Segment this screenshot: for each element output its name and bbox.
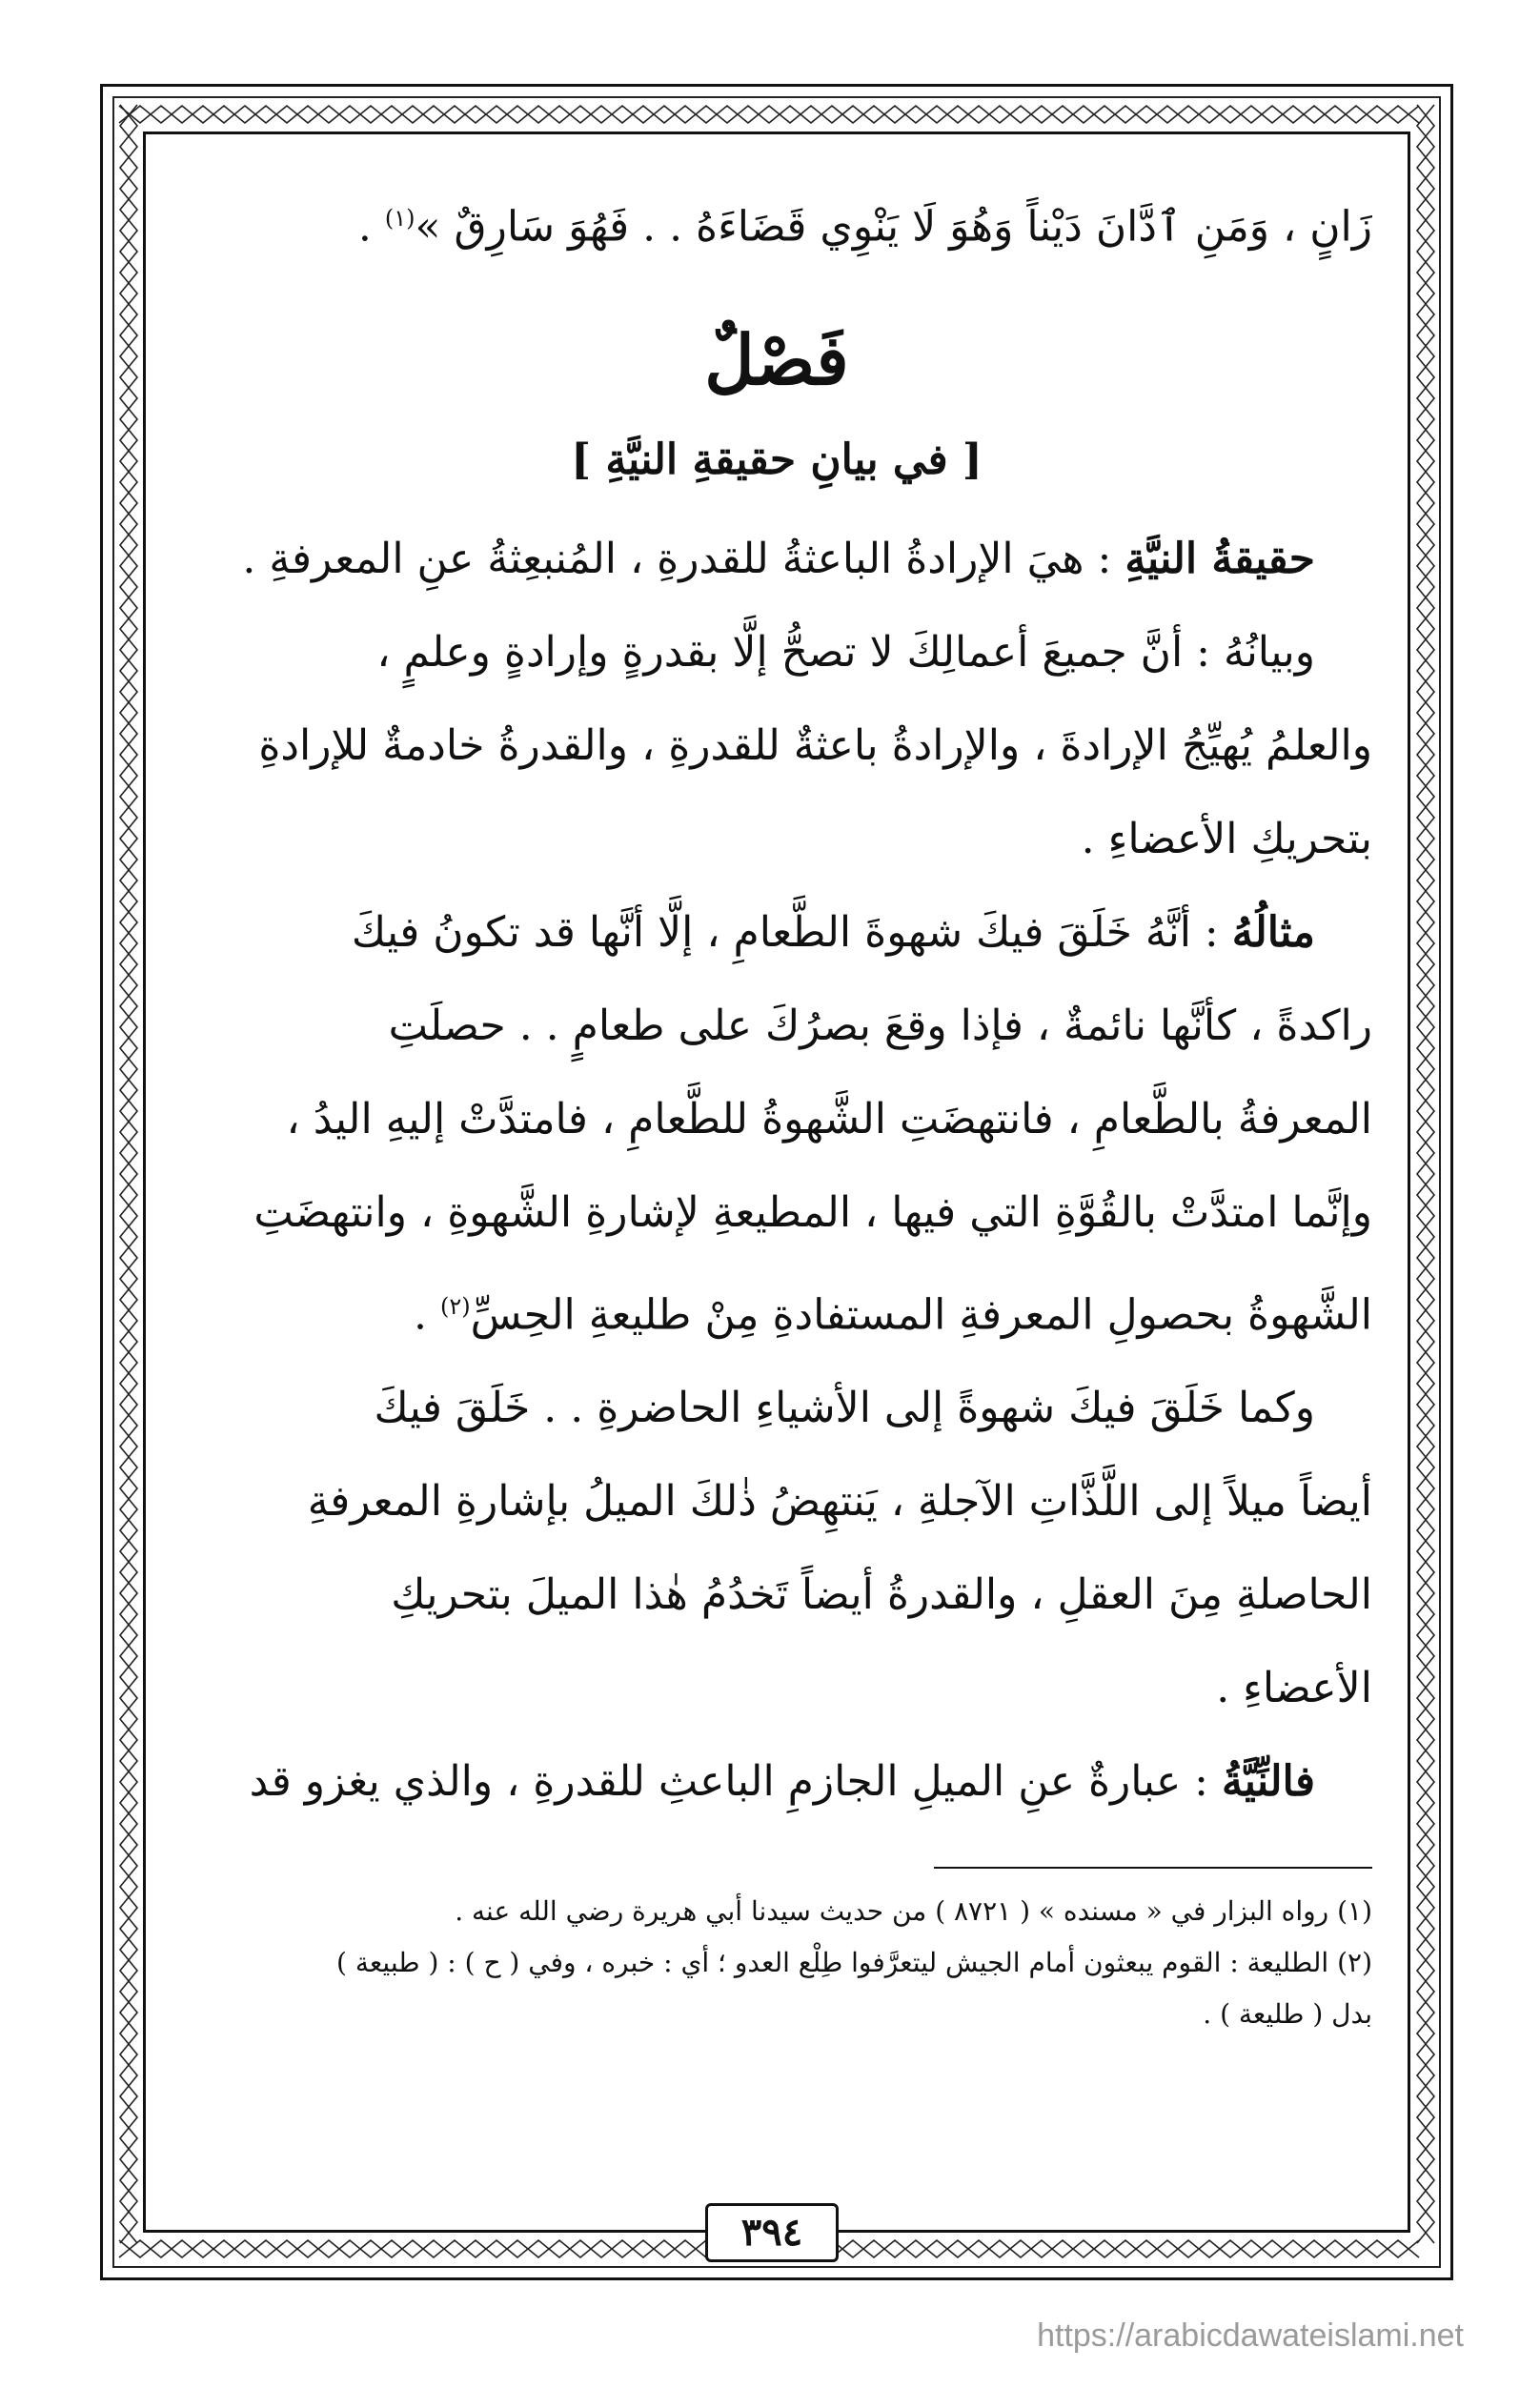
paragraph-4-line-3: الحاصلةِ مِنَ العقلِ ، والقدرةُ أيضاً تَخدُمُ هٰذا الميلَ بتحريكِ [391,1570,1372,1620]
paragraph-2-line-1: وبيانُهُ : أنَّ جميعَ أعمالِكَ لا تصحُّ إلَّا بقدرةٍ وإرادةٍ وعلمٍ ، [376,627,1315,677]
text-line-1: زَانٍ ، وَمَنِ ٱدَّانَ دَيْناً وَهُوَ لَا يَنْوِي قَضَاءَهُ . . فَهُوَ سَارِقٌ »$^{(١)}$ . [357,202,1372,252]
paragraph-3-line-2: راكدةً ، كأنَّها نائمةٌ ، فإذا وقعَ بصرُكَ على طعامٍ . . حصلَتِ [388,1001,1372,1050]
paragraph-3-line-4: وإنَّما امتدَّتْ بالقُوَّةِ التي فيها ، المطيعةِ لإشارةِ الشَّهوةِ ، وانتهضَتِ [253,1187,1372,1237]
paragraph-3-line-1: مثالُهُ : أنَّهُ خَلَقَ فيكَ شهوةَ الطَّعامِ ، إلَّا أنَّها قد تكونُ فيكَ [351,907,1315,957]
paragraph-1-line-1: حقيقةُ النيَّةِ : هيَ الإرادةُ الباعثةُ للقدرةِ ، المُنبعِثةُ عنِ المعرفةِ . [242,534,1315,583]
paragraph-3-line-5: الشَّهوةُ بحصولِ المعرفةِ المستفادةِ مِنْ طليعةِ الحِسِّ$^{(٢)}$ . [414,1290,1372,1340]
page-content [181,172,1372,2220]
paragraph-4-line-4: الأعضاءِ . [1216,1664,1372,1713]
paragraph-5-line-1: فالنِّيَّةُ : عبارةٌ عنِ الميلِ الجازمِ الباعثِ للقدرةِ ، والذي يغزو قد [249,1757,1315,1807]
watermark-url: https://arabicdawateislami.net [1037,2317,1464,2354]
paragraph-3-line-3: المعرفةُ بالطَّعامِ ، فانتهضَتِ الشَّهوةُ للطَّعامِ ، فامتدَّتْ إليهِ اليدُ ، [286,1094,1372,1143]
footnote-ref-2[interactable]: (٢) [440,1292,471,1320]
section-title: [ في بيانِ حقيقةِ النيَّةِ ] [571,435,983,484]
paragraph-4-line-2: أيضاً ميلاً إلى اللَّذَّاتِ الآجلةِ ، يَنتهِضُ ذٰلكَ الميلُ بإشارةِ المعرفةِ [307,1477,1372,1527]
page-number: ٣٩٤ [705,2203,839,2262]
footnote-2-line-1: (٢) الطليعة : القوم يبعثون أمام الجيش ليتعرَّفوا طِلْع العدو ؛ أي : خبره ، وفي ( ح ) : ( طبيعة ) [336,1947,1372,1979]
footnote-divider [934,1867,1372,1869]
paragraph-2-line-2: والعلمُ يُهيِّجُ الإرادةَ ، والإرادةُ باعثةٌ للقدرةِ ، والقدرةُ خادمةٌ للإرادةِ [258,720,1372,770]
footnote-ref-1[interactable]: (١) [384,205,415,232]
paragraph-2-line-3: بتحريكِ الأعضاءِ . [1081,814,1372,863]
paragraph-4-line-1: وكما خَلَقَ فيكَ شهوةً إلى الأشياءِ الحاضرةِ . . خَلَقَ فيكَ [374,1384,1315,1433]
chapter-heading: فَصْلٌ [704,318,849,400]
footnote-1: (١) رواه البزار في « مسنده » ( ٨٧٢١ ) من حديث سيدنا أبي هريرة رضي الله عنه . [455,1895,1372,1928]
footnote-2-line-2: بدل ( طليعة ) . [1203,1998,1372,2031]
